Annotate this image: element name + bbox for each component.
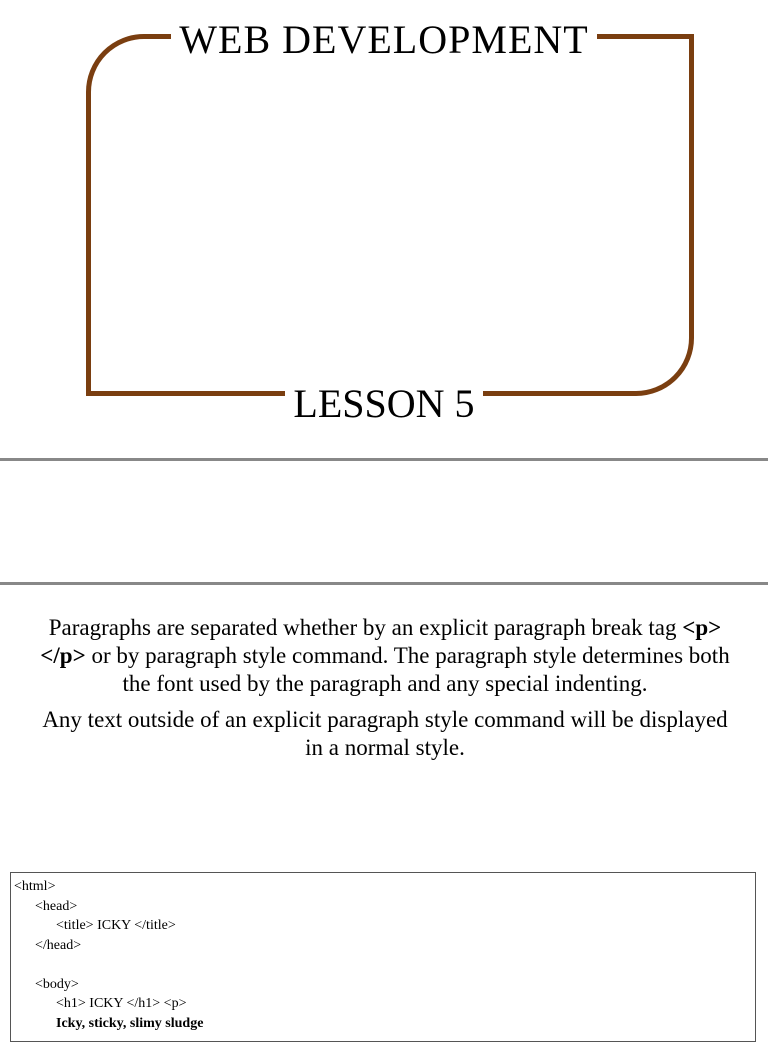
paragraph-text-2: Any text outside of an explicit paragraph style command will be displayed in a normal style. (42, 707, 728, 760)
code-line: <html> (14, 879, 56, 894)
paragraph-text-1: Paragraphs are separated whether by an explicit paragraph break tag <p> </p> or by paragraph style command. The paragraph style determines both the font used by the paragraph and any special indenting. (40, 615, 730, 696)
code-example-box (10, 872, 756, 1042)
code-line (14, 955, 752, 975)
code-line: <body> (14, 976, 79, 992)
paragraph-slide (40, 614, 730, 770)
code-line: </head> (14, 937, 82, 953)
slide-divider (0, 458, 768, 461)
slide-frame (86, 34, 694, 396)
code-line: <h1> ICKY </h1> <p> (14, 996, 187, 1011)
slide-subtitle (0, 380, 768, 428)
code-line: Icky, sticky, slimy sludge (14, 1015, 204, 1031)
slide-title-text: WEB DEVELOPMENT (171, 17, 596, 62)
code-line: <head> (14, 898, 78, 914)
title-slide (0, 0, 768, 458)
slide-subtitle-text: LESSON 5 (285, 381, 482, 426)
slide-divider (0, 582, 768, 585)
slide-title (0, 16, 768, 64)
code-line: <title> ICKY </title> (14, 918, 176, 933)
p-tag-example: <p> </p> (40, 615, 722, 668)
